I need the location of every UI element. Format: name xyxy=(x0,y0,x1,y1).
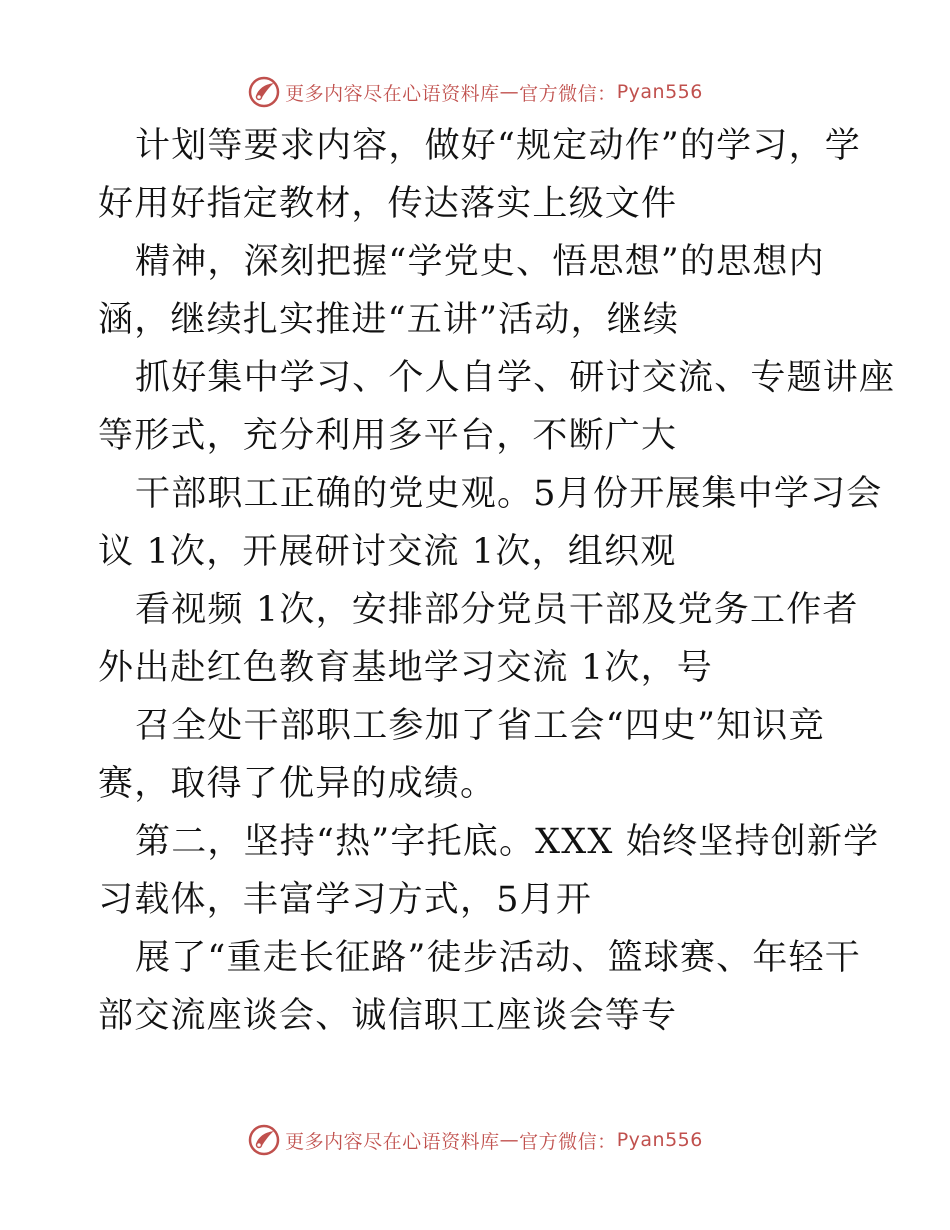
text-line: 抓好集中学习、个人自学、研讨交流、专题讲座 xyxy=(135,358,896,398)
text-line: 看视频 1次，安排部分党员干部及党务工作者 xyxy=(135,590,859,630)
wechat-id: Pyan556 xyxy=(616,81,703,103)
text-line: 涵，继续扎实推进“五讲”活动，继续 xyxy=(98,300,680,340)
logo-icon xyxy=(247,75,281,109)
wechat-label: 官方微信： xyxy=(519,1130,617,1153)
footer-watermark xyxy=(0,1120,950,1160)
text-line: 展了“重走长征路”徒步活动、篮球赛、年轻干 xyxy=(135,938,861,978)
header-watermark xyxy=(0,72,950,112)
text-line: 第二，坚持“热”字托底。XXX 始终坚持创新学 xyxy=(135,822,880,862)
watermark-text: 更多内容尽在心语资料库 xyxy=(285,82,500,105)
text-line: 议 1次，开展研讨交流 1次，组织观 xyxy=(98,532,677,572)
logo-icon xyxy=(247,1123,281,1157)
text-line: 好用好指定教材，传达落实上级文件 xyxy=(98,184,678,224)
text-line: 习载体，丰富学习方式，5月开 xyxy=(98,880,593,920)
text-line: 召全处干部职工参加了省工会“四史”知识竞 xyxy=(135,706,825,746)
watermark-dash: — xyxy=(499,1129,520,1151)
watermark-dash: — xyxy=(499,81,520,103)
text-line: 赛，取得了优异的成绩。 xyxy=(98,764,497,804)
wechat-label: 官方微信： xyxy=(519,82,617,105)
text-line: 等形式，充分利用多平台，不断广大 xyxy=(98,416,678,456)
wechat-id: Pyan556 xyxy=(616,1129,703,1151)
watermark-text: 更多内容尽在心语资料库 xyxy=(285,1130,500,1153)
text-line: 计划等要求内容，做好“规定动作”的学习，学 xyxy=(135,126,861,166)
text-line: 部交流座谈会、诚信职工座谈会等专 xyxy=(98,996,678,1036)
text-line: 干部职工正确的党史观。5月份开展集中学习会 xyxy=(135,474,883,514)
text-line: 外出赴红色教育基地学习交流 1次，号 xyxy=(98,648,713,688)
text-line: 精神，深刻把握“学党史、悟思想”的思想内 xyxy=(135,242,825,282)
